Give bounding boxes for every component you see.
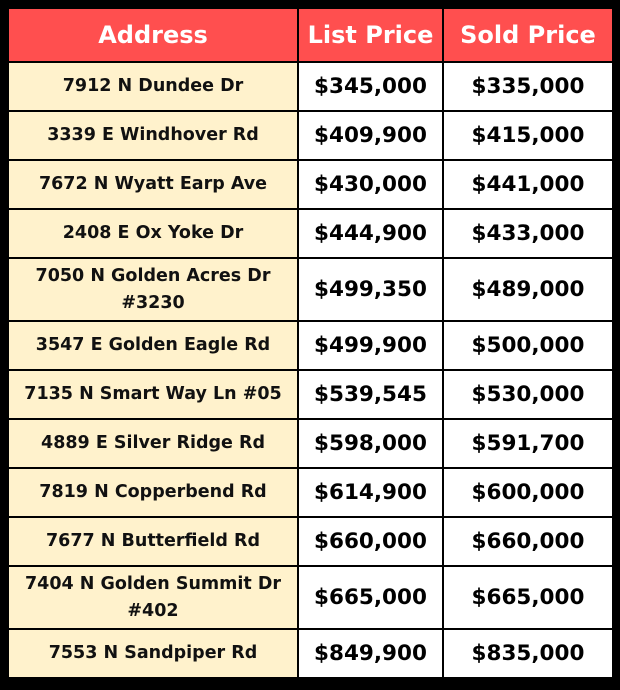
sold-price-cell: $665,000 (443, 566, 613, 629)
list-price-cell: $665,000 (298, 566, 443, 629)
address-cell: 3547 E Golden Eagle Rd (8, 321, 298, 370)
sold-price-cell: $441,000 (443, 160, 613, 209)
list-price-cell: $849,900 (298, 629, 443, 678)
list-price-cell: $660,000 (298, 517, 443, 566)
list-price-cell: $409,900 (298, 111, 443, 160)
address-cell: 7819 N Copperbend Rd (8, 468, 298, 517)
table-row (8, 370, 613, 419)
list-price-cell: $499,900 (298, 321, 443, 370)
sold-price-cell: $835,000 (443, 629, 613, 678)
sold-price-cell: $660,000 (443, 517, 613, 566)
sold-price-column-header: Sold Price (443, 8, 613, 62)
address-cell: 3339 E Windhover Rd (8, 111, 298, 160)
table-row (8, 111, 613, 160)
table-row (8, 258, 613, 321)
sold-price-cell: $415,000 (443, 111, 613, 160)
sold-price-cell: $433,000 (443, 209, 613, 258)
address-cell: 7677 N Butterfield Rd (8, 517, 298, 566)
address-cell: 2408 E Ox Yoke Dr (8, 209, 298, 258)
address-cell: 7135 N Smart Way Ln #05 (8, 370, 298, 419)
table-row (8, 419, 613, 468)
sold-price-cell: $500,000 (443, 321, 613, 370)
address-cell: 4889 E Silver Ridge Rd (8, 419, 298, 468)
address-column-header: Address (8, 8, 298, 62)
table-row (8, 321, 613, 370)
list-price-cell: $444,900 (298, 209, 443, 258)
sold-price-cell: $335,000 (443, 62, 613, 111)
list-price-cell: $430,000 (298, 160, 443, 209)
address-cell: 7553 N Sandpiper Rd (8, 629, 298, 678)
list-price-cell: $598,000 (298, 419, 443, 468)
table-row (8, 468, 613, 517)
table-row (8, 62, 613, 111)
address-cell: 7912 N Dundee Dr (8, 62, 298, 111)
sold-price-cell: $530,000 (443, 370, 613, 419)
list-price-column-header: List Price (298, 8, 443, 62)
address-cell: 7404 N Golden Summit Dr #402 (8, 566, 298, 629)
table-row (8, 209, 613, 258)
sold-price-cell: $489,000 (443, 258, 613, 321)
list-price-cell: $345,000 (298, 62, 443, 111)
table-row (8, 517, 613, 566)
address-cell: 7050 N Golden Acres Dr #3230 (8, 258, 298, 321)
list-price-cell: $499,350 (298, 258, 443, 321)
table-row (8, 566, 613, 629)
table-row (8, 160, 613, 209)
list-price-cell: $539,545 (298, 370, 443, 419)
address-cell: 7672 N Wyatt Earp Ave (8, 160, 298, 209)
home-sales-table (7, 7, 614, 679)
list-price-cell: $614,900 (298, 468, 443, 517)
header-row (8, 8, 613, 62)
sold-price-cell: $600,000 (443, 468, 613, 517)
sold-price-cell: $591,700 (443, 419, 613, 468)
table-row (8, 629, 613, 678)
